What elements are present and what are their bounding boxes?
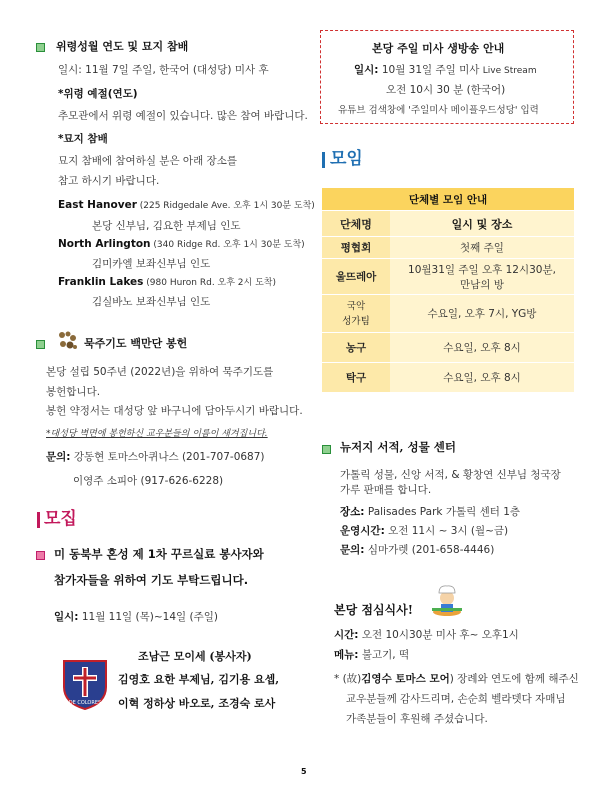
table-row [322,237,574,259]
memorial-sub-cemetery: *묘지 참배 [58,133,108,145]
recruit-date-value: 11월 11일 (목)~14일 (주일) [78,611,218,623]
memorial-date: 일시: 11월 7일 주일, 한국어 (대성당) 미사 후 [58,64,269,76]
group-name: 농구 [322,333,390,363]
bookstore-title: 뉴저지 서적, 성물 센터 [340,440,456,454]
cemetery-place [58,276,276,290]
group-name: 울뜨레아 [322,259,390,295]
bookstore-hours-value: 오전 11시 ~ 3시 (월~금) [384,525,509,537]
lunch-time [334,629,519,642]
bookstore-contact-label: 문의: [340,544,365,556]
rosary-bullet-icon [36,340,45,349]
table-row [322,295,574,333]
rosary-text2: 봉헌합니다. [46,386,101,398]
group-info: 수요일, 오후 8시 [390,333,574,363]
crest-text: DE COLORES [68,700,102,706]
bookstore-hours [340,525,508,538]
group-info [390,259,574,295]
group-info-line2: 만남의 방 [460,278,504,291]
lunch-title: 본당 점심식사! [334,603,413,617]
live-title: 본당 주일 미사 생방송 안내 [372,42,505,55]
lunch-note2: 교우분들께 감사드리며, 손순희 벨라뎃다 자매님 [346,693,566,705]
recruit-members-1: 김영호 요한 부제님, 김기용 요셉, [118,673,280,686]
groups-table [322,188,574,393]
bookstore-contact-value: 심마가렛 (201-658-4446) [364,544,495,556]
cemetery-priests: 김미카엘 보좌신부님 인도 [92,258,211,270]
bookstore-contact [340,544,494,557]
cemetery-detail: (225 Ridgedale Ave. 오후 1시 30분 도착) [136,201,315,211]
lunch-note-prefix: * (故) [334,673,362,685]
memorial-title: 위령성월 연도 및 묘지 참배 [56,40,189,53]
bookstore-place-value: Palisades Park 가톨릭 센터 1층 [364,506,521,518]
lunch-menu-label: 메뉴: [334,649,359,661]
groups-table-title: 단체별 모임 안내 [322,188,574,211]
group-name-line2: 성가팀 [342,315,370,327]
lunch-note-rest: ) 장례와 연도에 함께 해주신 [449,673,579,685]
cemetery-name: East Hanover [58,199,137,211]
lunch-time-label: 시간: [334,629,359,641]
table-row [322,333,574,363]
cemetery-priests: 본당 신부님, 김요한 부제님 인도 [92,220,241,232]
rosary-note: *대성당 벽면에 봉헌하신 교우분들의 이름이 새겨집니다. [46,429,268,439]
de-colores-crest-icon [58,657,112,711]
rosary-contact [46,451,265,464]
group-name [322,295,390,333]
recruit-section-title: 모집 [44,509,77,529]
groups-col-name: 단체명 [322,211,390,237]
live-line2: 오전 10시 30 분 (한국어) [386,84,506,96]
bookstore-hours-label: 운영시간: [340,525,385,537]
recruit-date-label: 일시: [54,611,79,623]
cemetery-detail: (340 Ridge Rd. 오후 1시 30분 도착) [150,240,305,250]
table-row [322,259,574,295]
rosary-contact-label: 문의: [46,451,71,463]
memorial-rites-text: 추모관에서 위령 예절이 있습니다. 많은 참여 바랍니다. [58,110,308,122]
live-line1-label: 일시: [354,64,379,76]
lunch-note-name: 김영수 토마스 모어 [361,673,450,685]
rosary-contact-2: 이영주 소피아 (917-626-6228) [73,475,224,487]
memorial-cemetery-text1: 묘지 참배에 참여하실 분은 아래 장소를 [58,155,237,167]
lunch-note3: 가족분들이 후원해 주셨습니다. [346,713,488,725]
lunch-time-value: 오전 10시30분 미사 후~ 오후1시 [358,629,519,641]
memorial-bullet-icon [36,43,45,52]
live-line1-small: Live Stream [482,66,537,76]
recruit-date [54,611,218,624]
live-line1-value: 10월 31일 주일 미사 [378,64,483,76]
live-line1 [354,64,537,78]
cemetery-detail: (980 Huron Rd. 오후 2시 도착) [143,278,276,288]
memorial-cemetery-text2: 참고 하시기 바랍니다. [58,175,160,187]
rosary-icon [56,330,80,352]
bookstore-text2: 가루 판매를 합니다. [340,484,432,496]
recruit-title-2: 참가자들을 위하여 기도 부탁드립니다. [54,573,249,587]
rosary-text3: 봉헌 약정서는 대성당 앞 바구니에 담아두시기 바랍니다. [46,405,303,417]
recruit-title-1: 미 동북부 혼성 제 1차 꾸르실료 봉사자와 [54,547,264,561]
groups-section-bar [322,152,325,168]
cemetery-place [58,238,305,252]
bookstore-bullet-icon [322,445,331,454]
page-number: 5 [301,767,307,776]
group-name-line1: 국악 [346,300,366,312]
memorial-sub-rites: *위령 예절(연도) [58,88,138,100]
rosary-title: 묵주기도 백만단 봉헌 [84,337,188,350]
groups-section-title: 모임 [330,149,363,169]
recruit-bullet-icon [36,551,45,560]
bookstore-place-label: 장소: [340,506,365,518]
group-info: 첫째 주일 [390,237,574,259]
recruit-leader: 조남근 모이세 (봉사자) [138,650,252,663]
cemetery-name: North Arlington [58,238,151,250]
group-name: 평협회 [322,237,390,259]
group-info: 수요일, 오후 8시 [390,363,574,393]
group-info: 수요일, 오후 7시, YG방 [390,295,574,333]
table-row [322,363,574,393]
group-info-line1: 10월31일 주일 오후 12시30분, [408,263,556,276]
recruit-members-2: 이혁 정하상 바오로, 조경숙 로사 [118,697,276,710]
rosary-text1: 본당 설립 50주년 (2022년)을 위하여 묵주기도를 [46,366,274,378]
cemetery-place [58,199,315,213]
bookstore-text1: 가톨릭 성물, 신앙 서적, & 황창연 신부님 청국장 [340,469,561,481]
cemetery-name: Franklin Lakes [58,276,144,288]
rosary-contact-1: 강동현 토마스아퀴나스 (201-707-0687) [70,451,265,463]
lunch-menu-value: 불고기, 떡 [358,649,410,661]
bookstore-place [340,506,520,519]
cemetery-priests: 김실바노 보좌신부님 인도 [92,296,211,308]
lunch-note1 [334,673,579,686]
recruit-section-bar [37,512,40,528]
group-name: 탁구 [322,363,390,393]
live-line3: 유튜브 검색창에 '주일미사 메이플우드성당' 입력 [338,105,539,116]
groups-col-info: 일시 및 장소 [390,211,574,237]
chef-icon [430,584,464,618]
lunch-menu [334,649,409,662]
